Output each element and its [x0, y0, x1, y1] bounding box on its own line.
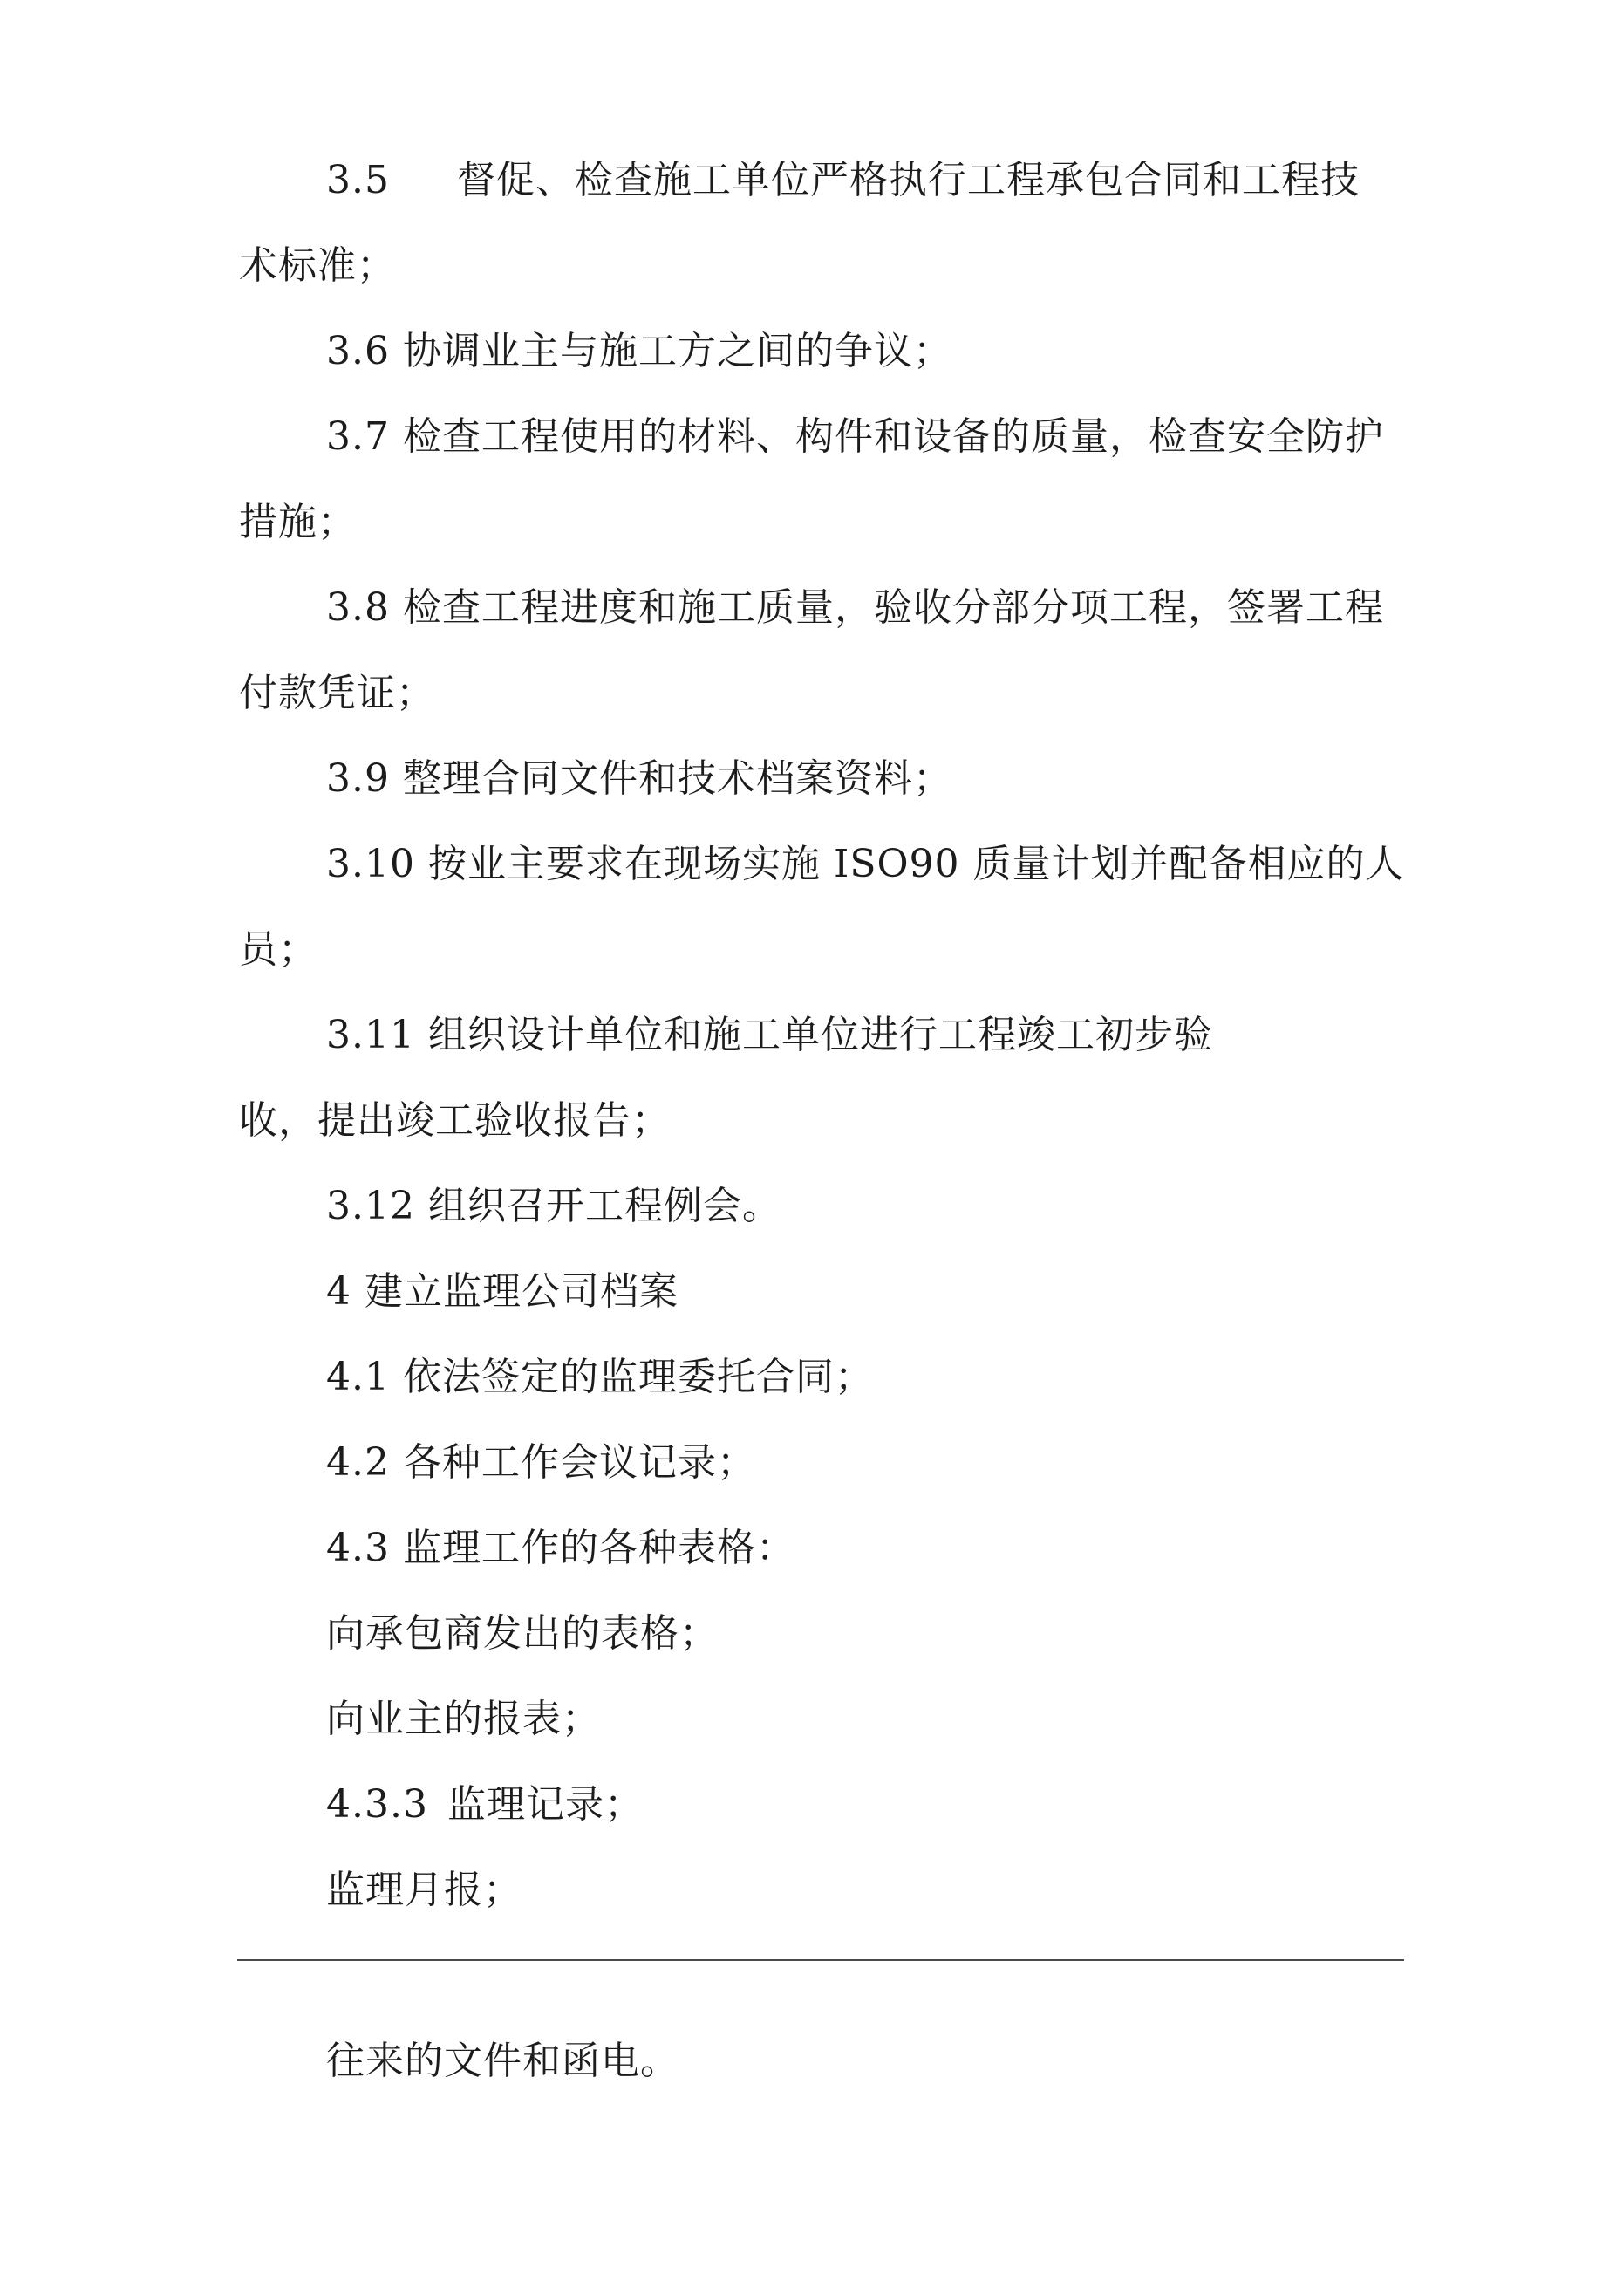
paragraph-4-3-3 — [326, 1779, 644, 1831]
paragraph-3-7-cont: 措施； — [239, 500, 357, 544]
paragraph-3-10: 3.10 按业主要求在现场实施 ISO90 质量计划并配备相应的人 — [326, 842, 1405, 886]
section-4-heading: 4 建立监理公司档案 — [326, 1269, 679, 1314]
paragraph-3-8-cont: 付款凭证； — [239, 671, 435, 715]
paragraph-3-11-cont: 收，提出竣工验收报告； — [239, 1098, 671, 1143]
item-text: 监理记录； — [447, 1782, 644, 1827]
paragraph-3-8: 3.8 检查工程进度和施工质量，验收分部分项工程，签署工程 — [326, 585, 1384, 630]
paragraph-3-6: 3.6 协调业主与施工方之间的争议； — [326, 329, 952, 373]
page-divider — [237, 1959, 1404, 1961]
paragraph-3-5 — [326, 154, 1360, 207]
list-item-monthly-report: 监理月报； — [326, 1868, 522, 1912]
list-item-contractor-forms: 向承包商发出的表格； — [326, 1611, 719, 1656]
list-item-correspondence: 往来的文件和函电。 — [326, 2039, 679, 2083]
paragraph-4-2: 4.2 各种工作会议记录； — [326, 1440, 756, 1485]
paragraph-3-11: 3.11 组织设计单位和施工单位进行工程竣工初步验 — [326, 1013, 1213, 1057]
paragraph-3-9: 3.9 整理合同文件和技术档案资料； — [326, 756, 952, 801]
item-number: 3.5 — [326, 158, 390, 202]
paragraph-3-10-cont: 员； — [239, 927, 317, 972]
paragraph-3-12: 3.12 组织召开工程例会。 — [326, 1184, 781, 1228]
paragraph-3-7: 3.7 检查工程使用的材料、构件和设备的质量，检查安全防护 — [326, 414, 1384, 459]
paragraph-3-5-cont: 术标准； — [239, 243, 396, 288]
item-number: 4.3.3 — [326, 1782, 428, 1827]
paragraph-4-1: 4.1 依法签定的监理委托合同； — [326, 1355, 874, 1399]
paragraph-4-3: 4.3 监理工作的各种表格： — [326, 1526, 795, 1570]
list-item-owner-reports: 向业主的报表； — [326, 1697, 601, 1741]
item-text: 督促、检查施工单位严格执行工程承包合同和工程技 — [457, 158, 1360, 202]
